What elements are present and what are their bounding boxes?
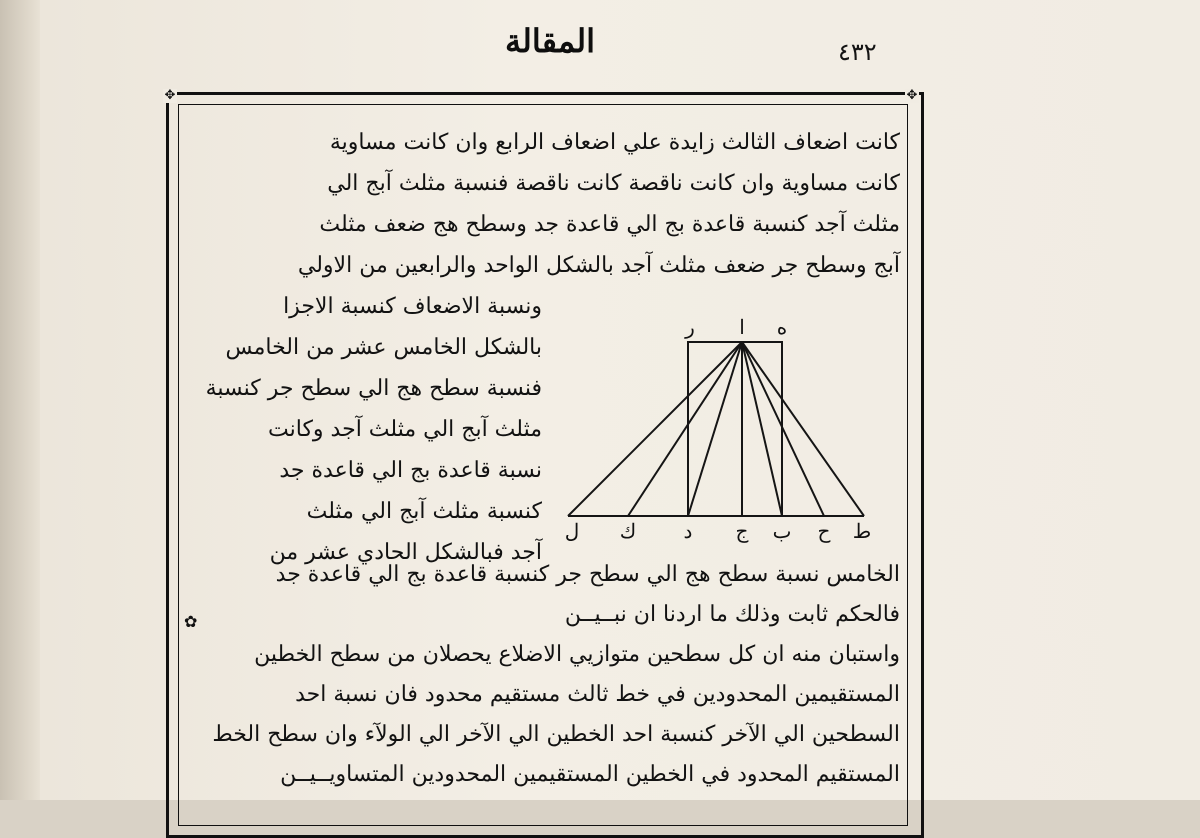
figure-label: ه <box>776 315 788 339</box>
text-line: فنسبة سطح هج الي سطح جر كنسبة <box>205 376 542 401</box>
text-line: آجد فبالشكل الحادي عشر من <box>269 540 542 565</box>
text-line: آبج وسطح جر ضعف مثلث آجد بالشكل الواحد والرابعين من الاولي <box>297 253 900 278</box>
figure-label: ر <box>685 315 695 339</box>
section-end-ornament-icon: ✿ <box>184 612 198 631</box>
text-line: مثلث آبج الي مثلث آجد وكانت <box>268 417 542 442</box>
text-line: الخامس نسبة سطح هج الي سطح جر كنسبة قاعدة بج الي قاعدة جد <box>275 562 900 587</box>
figure-label: ب <box>772 519 792 543</box>
figure-label: ط <box>852 519 872 543</box>
text-line: فالحكم ثابت وذلك ما اردنا ان نبــيــن <box>564 602 900 627</box>
figure-label: د <box>683 519 693 543</box>
text-line: المستقيمين المحدودين في خط ثالث مستقيم محدود فان نسبة احد <box>295 682 900 707</box>
figure-parallelogram <box>688 342 782 516</box>
figure-label: ح <box>817 519 831 543</box>
text-line: كانت مساوية وان كانت ناقصة كانت ناقصة فنسبة مثلث آبج الي <box>327 171 900 196</box>
text-line: ونسبة الاضعاف كنسبة الاجزا <box>283 294 542 319</box>
figure-label: ك <box>619 519 637 543</box>
text-line: المستقيم المحدود في الخطين المستقيمين المحدودين المتساويــيــن <box>280 762 900 787</box>
text-line: السطحين الي الآخر كنسبة احد الخطين الي الآخر الي الولآء وان سطح الخط <box>212 722 900 747</box>
text-line: واستبان منه ان كل سطحين متوازيي الاضلاع يحصلان من سطح الخطين <box>254 642 900 667</box>
text-line: كنسبة مثلث آبج الي مثلث <box>306 499 542 524</box>
figure-ray <box>628 342 742 516</box>
page-number: ٤٣٢ <box>838 38 877 66</box>
corner-ornament-icon: ✥ <box>906 88 918 103</box>
figure-ray <box>742 342 864 516</box>
figure-label: ج <box>735 519 749 543</box>
figure-label: ل <box>564 519 580 543</box>
figure-label: ا <box>739 315 745 339</box>
text-line: كانت اضعاف الثالث زايدة علي اضعاف الرابع وان كانت مساوية <box>329 130 900 155</box>
text-line: بالشكل الخامس عشر من الخامس <box>225 335 542 360</box>
figure-ray <box>742 342 782 516</box>
text-line: مثلث آجد كنسبة قاعدة بج الي قاعدة جد وسطح هج ضعف مثلث <box>319 212 900 237</box>
geometry-figure <box>556 312 876 548</box>
corner-ornament-icon: ✥ <box>164 88 176 103</box>
text-line: نسبة قاعدة بج الي قاعدة جد <box>279 458 542 483</box>
running-title: المقالة <box>505 22 595 60</box>
